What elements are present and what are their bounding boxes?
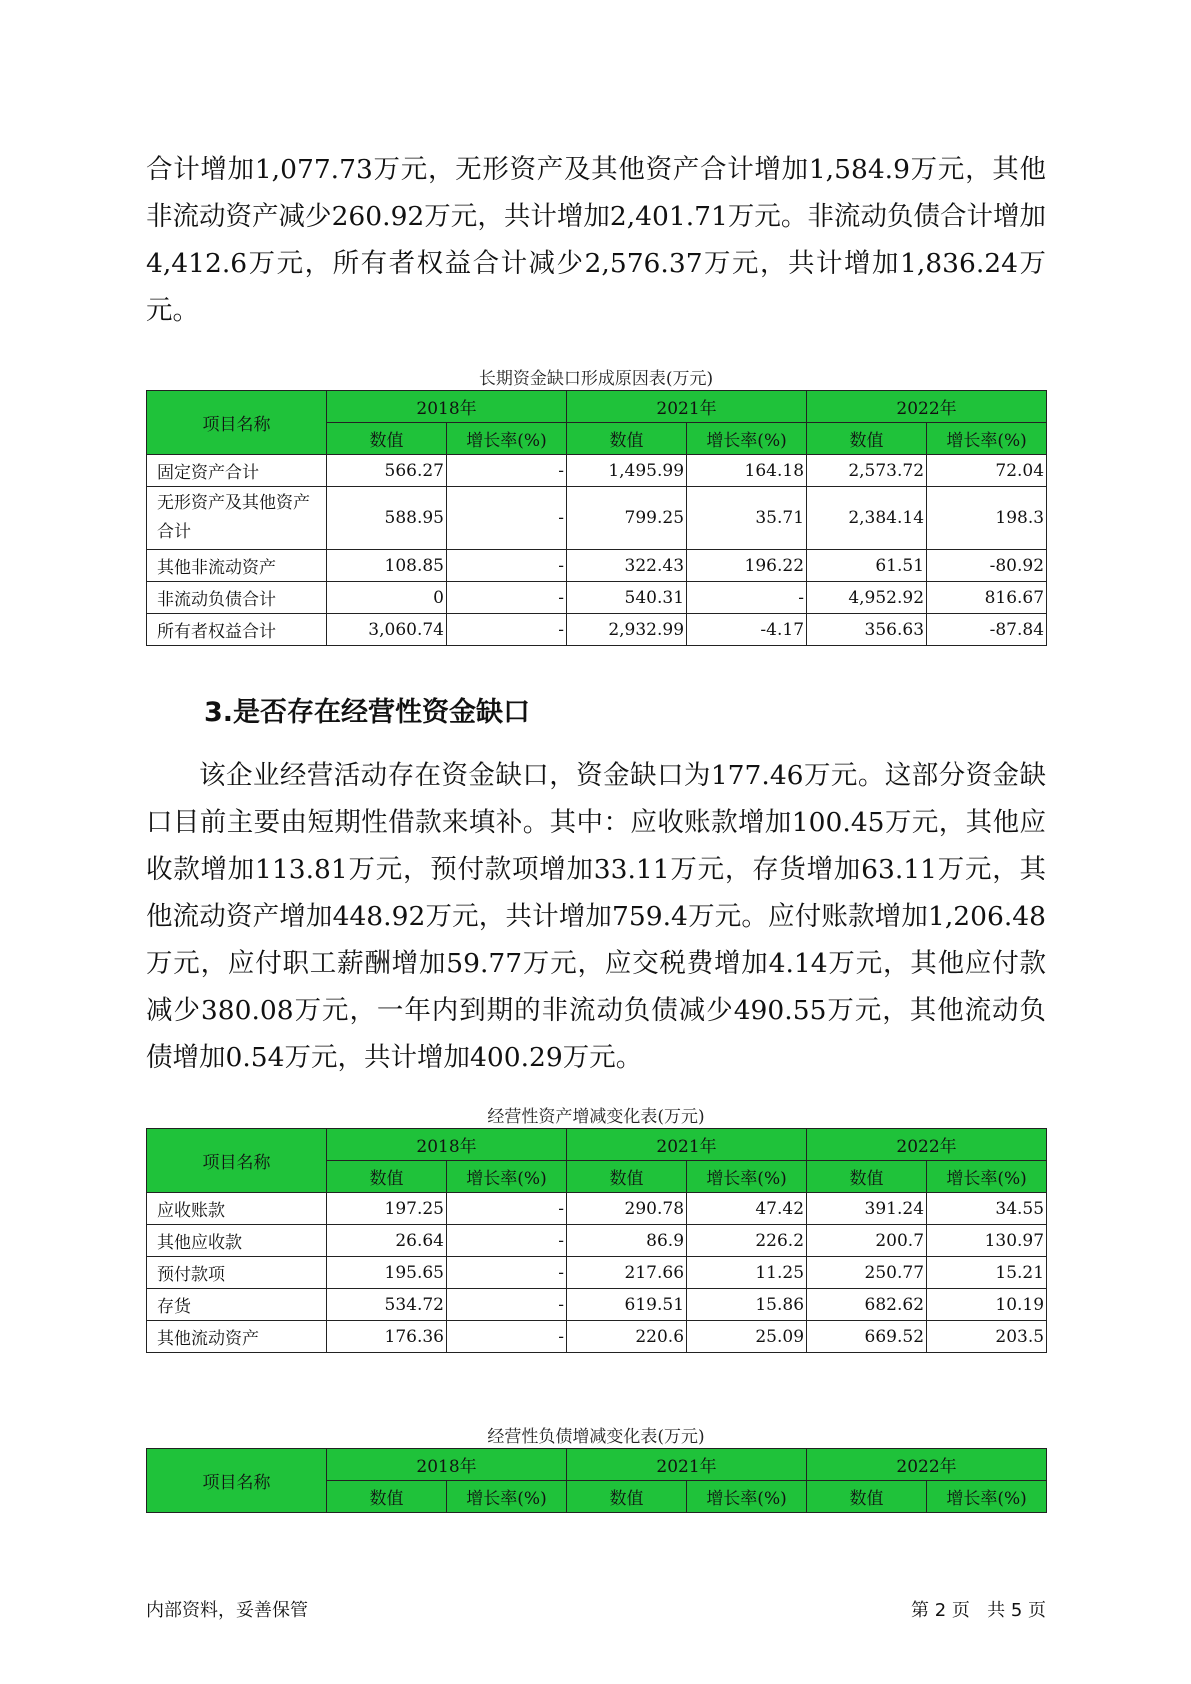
cell: 61.51 — [807, 550, 927, 582]
table1-caption: 长期资金缺口形成原因表(万元) — [478, 369, 714, 389]
cell: 217.66 — [567, 1257, 687, 1289]
cell: - — [447, 550, 567, 582]
table-row — [147, 1193, 1047, 1225]
cell: 566.27 — [327, 455, 447, 487]
cell: 799.25 — [567, 487, 687, 550]
table-long-term-funding-gap — [146, 390, 1047, 646]
header-growth: 增长率(%) — [927, 1481, 1047, 1513]
paragraph-long-term-changes: 合计增加1,077.73万元，无形资产及其他资产合计增加1,584.9万元，其他非流动资产减少260.92万元，共计增加2,401.71万元。非流动负债合计增加4,412.6万元，所有者权益合计减少2,576.37万元，共计增加1,836.24万元。 — [146, 154, 1046, 326]
cell: 2,573.72 — [807, 455, 927, 487]
header-growth: 增长率(%) — [927, 1161, 1047, 1193]
header-item-name: 项目名称 — [147, 1449, 327, 1513]
header-year-2018: 2018年 — [327, 391, 567, 423]
cell: 15.21 — [927, 1257, 1047, 1289]
header-growth: 增长率(%) — [687, 423, 807, 455]
header-value: 数值 — [327, 1481, 447, 1513]
cell: 0 — [327, 582, 447, 614]
cell: 669.52 — [807, 1321, 927, 1353]
header-year-2021: 2021年 — [567, 391, 807, 423]
cell: 108.85 — [327, 550, 447, 582]
row-name: 其他应收款 — [147, 1225, 327, 1257]
cell: - — [687, 582, 807, 614]
cell: - — [447, 1257, 567, 1289]
cell: 203.5 — [927, 1321, 1047, 1353]
footer-page-number: 第 2 页 共 5 页 — [911, 1600, 1046, 1621]
cell: -80.92 — [927, 550, 1047, 582]
cell: 1,495.99 — [567, 455, 687, 487]
header-value: 数值 — [327, 423, 447, 455]
header-value: 数值 — [327, 1161, 447, 1193]
cell: 164.18 — [687, 455, 807, 487]
cell: -4.17 — [687, 614, 807, 646]
header-value: 数值 — [807, 1161, 927, 1193]
cell: 47.42 — [687, 1193, 807, 1225]
cell: 10.19 — [927, 1289, 1047, 1321]
cell: 322.43 — [567, 550, 687, 582]
cell: 15.86 — [687, 1289, 807, 1321]
cell: 197.25 — [327, 1193, 447, 1225]
cell: - — [447, 582, 567, 614]
cell: 35.71 — [687, 487, 807, 550]
header-growth: 增长率(%) — [687, 1481, 807, 1513]
cell: - — [447, 455, 567, 487]
cell: 290.78 — [567, 1193, 687, 1225]
row-name: 存货 — [147, 1289, 327, 1321]
table3-caption: 经营性负债增减变化表(万元) — [487, 1427, 705, 1447]
table-row — [147, 582, 1047, 614]
row-name: 非流动负债合计 — [147, 582, 327, 614]
cell: 176.36 — [327, 1321, 447, 1353]
header-growth: 增长率(%) — [447, 1481, 567, 1513]
cell: - — [447, 1289, 567, 1321]
cell: 250.77 — [807, 1257, 927, 1289]
paragraph-operating-gap: 该企业经营活动存在资金缺口，资金缺口为177.46万元。这部分资金缺口目前主要由短期性借款来填补。其中：应收账款增加100.45万元，其他应收款增加113.81万元，预付款项增加33.11万元，存货增加63.11万元，其他流动资产增加448.92万元，共计增加759.4万元。应付账款增加1,206.48万元，应付职工薪酬增加59.77万元，应交税费增加4.14万元，其他应付款减少380.08万元，一年内到期的非流动负债减少490.55万元，其他流动负债增加0.54万元，共计增加400.29万元。 — [146, 760, 1046, 1073]
header-year-2022: 2022年 — [807, 391, 1047, 423]
header-item-name: 项目名称 — [147, 1129, 327, 1193]
table-row — [147, 614, 1047, 646]
cell: 4,952.92 — [807, 582, 927, 614]
cell: 3,060.74 — [327, 614, 447, 646]
cell: - — [447, 1225, 567, 1257]
row-name: 其他非流动资产 — [147, 550, 327, 582]
header-growth: 增长率(%) — [927, 423, 1047, 455]
table-operating-liabilities — [146, 1448, 1047, 1513]
cell: 2,932.99 — [567, 614, 687, 646]
header-growth: 增长率(%) — [687, 1161, 807, 1193]
cell: 816.67 — [927, 582, 1047, 614]
cell: - — [447, 1193, 567, 1225]
row-name: 固定资产合计 — [147, 455, 327, 487]
table-row — [147, 455, 1047, 487]
cell: -87.84 — [927, 614, 1047, 646]
cell: 196.22 — [687, 550, 807, 582]
header-value: 数值 — [567, 1161, 687, 1193]
table-operating-assets — [146, 1128, 1047, 1353]
footer-confidential-note: 内部资料，妥善保管 — [146, 1600, 308, 1621]
table2-caption: 经营性资产增减变化表(万元) — [487, 1107, 705, 1127]
header-growth: 增长率(%) — [447, 1161, 567, 1193]
cell: 195.65 — [327, 1257, 447, 1289]
cell: 356.63 — [807, 614, 927, 646]
header-year-2018: 2018年 — [327, 1129, 567, 1161]
header-year-2018: 2018年 — [327, 1449, 567, 1481]
row-name: 无形资产及其他资产合计 — [147, 487, 327, 550]
header-item-name: 项目名称 — [147, 391, 327, 455]
cell: 34.55 — [927, 1193, 1047, 1225]
cell: - — [447, 487, 567, 550]
header-year-2021: 2021年 — [567, 1449, 807, 1481]
cell: - — [447, 614, 567, 646]
section-heading: 3.是否存在经营性资金缺口 — [204, 697, 531, 728]
table-row — [147, 550, 1047, 582]
header-growth: 增长率(%) — [447, 423, 567, 455]
header-value: 数值 — [567, 423, 687, 455]
row-name: 所有者权益合计 — [147, 614, 327, 646]
cell: 534.72 — [327, 1289, 447, 1321]
cell: 391.24 — [807, 1193, 927, 1225]
cell: 2,384.14 — [807, 487, 927, 550]
cell: 11.25 — [687, 1257, 807, 1289]
header-value: 数值 — [807, 423, 927, 455]
cell: 682.62 — [807, 1289, 927, 1321]
cell: 130.97 — [927, 1225, 1047, 1257]
cell: 540.31 — [567, 582, 687, 614]
table-row — [147, 1289, 1047, 1321]
cell: 226.2 — [687, 1225, 807, 1257]
header-year-2022: 2022年 — [807, 1129, 1047, 1161]
cell: 619.51 — [567, 1289, 687, 1321]
cell: 25.09 — [687, 1321, 807, 1353]
cell: 26.64 — [327, 1225, 447, 1257]
table-row — [147, 1257, 1047, 1289]
row-name: 预付款项 — [147, 1257, 327, 1289]
cell: 220.6 — [567, 1321, 687, 1353]
cell: 86.9 — [567, 1225, 687, 1257]
cell: 198.3 — [927, 487, 1047, 550]
table-row — [147, 487, 1047, 550]
table-row — [147, 1321, 1047, 1353]
header-value: 数值 — [567, 1481, 687, 1513]
header-year-2021: 2021年 — [567, 1129, 807, 1161]
row-name: 应收账款 — [147, 1193, 327, 1225]
cell: 72.04 — [927, 455, 1047, 487]
header-year-2022: 2022年 — [807, 1449, 1047, 1481]
cell: 588.95 — [327, 487, 447, 550]
table-row — [147, 1225, 1047, 1257]
row-name: 其他流动资产 — [147, 1321, 327, 1353]
cell: - — [447, 1321, 567, 1353]
cell: 200.7 — [807, 1225, 927, 1257]
header-value: 数值 — [807, 1481, 927, 1513]
